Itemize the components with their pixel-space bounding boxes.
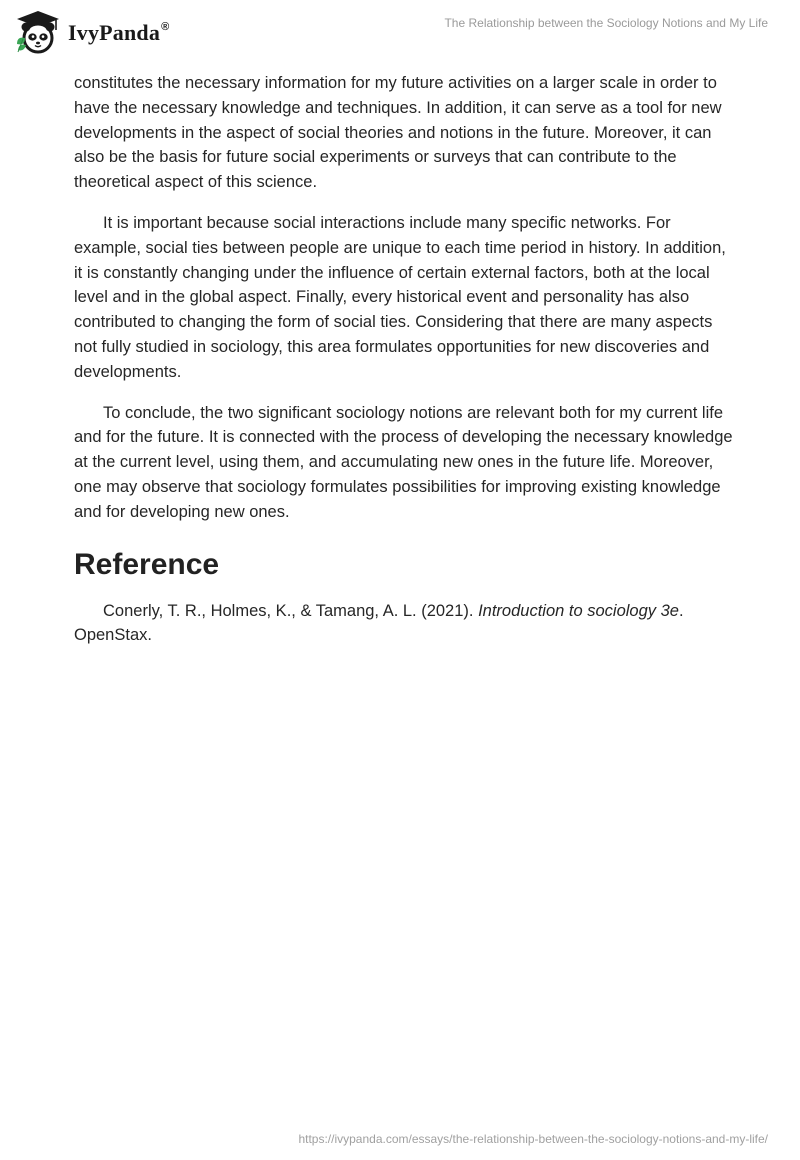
reference-title: Introduction to sociology 3e: [478, 601, 679, 620]
body-paragraph-1: constitutes the necessary information for my future activities on a larger scale in order to have the necessary knowledge and techniques. In addition, it can serve as a tool for new developments in the aspect of social theories and notions in the future. Moreover, it can also be the basis for future social experiments or surveys that can contribute to the theoretical aspect of this science.: [74, 74, 722, 192]
document-title: The Relationship between the Sociology Notions and My Life: [444, 16, 768, 30]
reference-authors: Conerly, T. R., Holmes, K., & Tamang, A. L. (2021).: [103, 601, 479, 620]
ivypanda-logo[interactable]: [14, 8, 169, 56]
reference-entry: [74, 599, 734, 649]
brand-name: IvyPanda®: [68, 20, 170, 45]
source-url[interactable]: https://ivypanda.com/essays/the-relationship-between-the-sociology-notions-and-my-life/: [298, 1132, 768, 1146]
body-paragraph-3: To conclude, the two significant sociology notions are relevant both for my current life and for the future. It is connected with the process of developing the necessary knowledge at the current level, using them, and accumulating new ones in the future life. Moreover, one may observe that sociology formulates possibilities for improving existing knowledge and for developing new ones.: [74, 403, 733, 521]
registered-mark: ®: [161, 20, 170, 33]
panda-graduate-icon: [14, 8, 62, 56]
essay-body: [74, 71, 734, 648]
body-paragraph-2: It is important because social interactions include many specific networks. For example, social ties between people are unique to each time period in history. In addition, it is constantly changing under the influence of certain external factors, both at the local level and in the global aspect. Finally, every historical event and personality has also contributed to changing the form of social ties. Considering that there are many aspects not fully studied in sociology, this area formulates opportunities for new discoveries and developments.: [74, 213, 726, 381]
page-header: [0, 0, 800, 64]
reference-heading: Reference: [74, 547, 220, 581]
reference-publisher: . OpenStax.: [74, 601, 684, 645]
